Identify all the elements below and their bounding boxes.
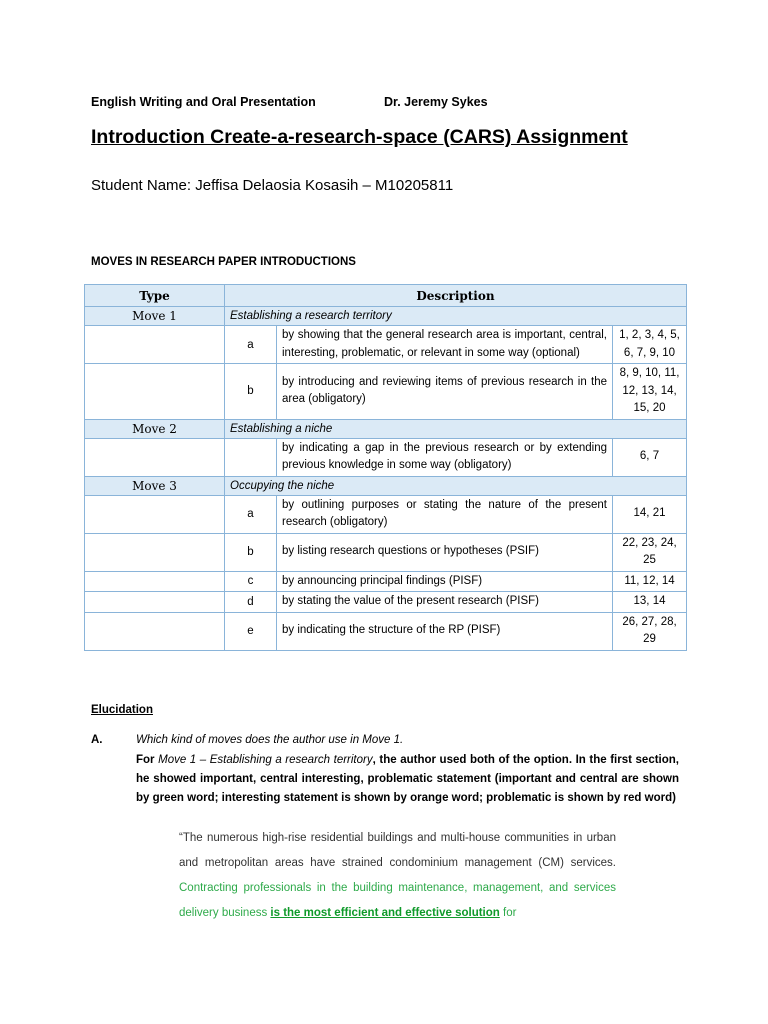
step-row	[85, 495, 687, 533]
quote-plain-text: “The numerous high-rise residential buildings and multi-house communities in urban and metropolitan areas have strained condominium management (CM) services.	[179, 832, 616, 869]
step-row	[85, 438, 687, 476]
step-references: 11, 12, 14	[613, 571, 687, 592]
student-name-line: Student Name: Jeffisa Delaosia Kosasih – M10205811	[91, 177, 454, 194]
question-label: A.	[91, 734, 103, 746]
assignment-title: Introduction Create-a-research-space (CARS) Assignment	[91, 126, 628, 148]
moves-table	[84, 284, 687, 651]
step-empty-cell	[85, 533, 225, 571]
step-references: 22, 23, 24, 25	[613, 533, 687, 571]
step-row	[85, 571, 687, 592]
step-description: by stating the value of the present research (PISF)	[277, 592, 613, 613]
move-description: Establishing a niche	[225, 419, 687, 438]
move-type: Move 1	[85, 307, 225, 326]
type-column-header: Type	[85, 285, 225, 307]
step-description: by indicating a gap in the previous research or by extending previous knowledge in some way (obligatory)	[277, 438, 613, 476]
step-empty-cell	[85, 592, 225, 613]
step-letter: a	[225, 495, 277, 533]
step-empty-cell	[85, 364, 225, 420]
answer-body: , the author used both of the option. In the first section, he showed important, central interesting, problematic statement (important and central are shown by green word; interesting statement is shown by orange word; problematic is shown by red word)	[136, 754, 679, 804]
moves-table-body	[85, 307, 687, 651]
table-header-row	[85, 285, 687, 307]
answer-for: For	[136, 754, 159, 766]
step-row	[85, 592, 687, 613]
quote-highlighted-phrase: is the most efficient and effective solution	[270, 907, 500, 919]
step-row	[85, 612, 687, 650]
answer-paragraph	[136, 751, 679, 808]
step-letter: d	[225, 592, 277, 613]
move-description: Occupying the niche	[225, 476, 687, 495]
step-references: 1, 2, 3, 4, 5, 6, 7, 9, 10	[613, 326, 687, 364]
quote-green-tail: for	[499, 907, 517, 919]
step-empty-cell	[85, 495, 225, 533]
move-type: Move 2	[85, 419, 225, 438]
step-description: by announcing principal findings (PISF)	[277, 571, 613, 592]
move-type: Move 3	[85, 476, 225, 495]
step-empty-cell	[85, 612, 225, 650]
step-empty-cell	[85, 326, 225, 364]
move-row	[85, 307, 687, 326]
step-references: 6, 7	[613, 438, 687, 476]
step-description: by showing that the general research area is important, central, interesting, problematic, or relevant in some way (optional)	[277, 326, 613, 364]
step-description: by listing research questions or hypotheses (PSIF)	[277, 533, 613, 571]
step-letter: b	[225, 533, 277, 571]
step-letter: b	[225, 364, 277, 420]
step-row	[85, 364, 687, 420]
move-row	[85, 419, 687, 438]
step-letter: e	[225, 612, 277, 650]
step-description: by outlining purposes or stating the nature of the present research (obligatory)	[277, 495, 613, 533]
question-text: Which kind of moves does the author use in Move 1.	[136, 734, 404, 746]
step-letter	[225, 438, 277, 476]
step-references: 8, 9, 10, 11, 12, 13, 14, 15, 20	[613, 364, 687, 420]
step-empty-cell	[85, 571, 225, 592]
move-row	[85, 476, 687, 495]
step-description: by indicating the structure of the RP (PISF)	[277, 612, 613, 650]
answer-move-reference: Move 1 – Establishing a research territory	[158, 754, 373, 766]
quoted-passage	[179, 826, 616, 926]
step-empty-cell	[85, 438, 225, 476]
elucidation-heading: Elucidation	[91, 704, 153, 716]
course-name: English Writing and Oral Presentation	[91, 95, 316, 109]
move-description: Establishing a research territory	[225, 307, 687, 326]
description-column-header: Description	[225, 285, 687, 307]
step-references: 14, 21	[613, 495, 687, 533]
step-row	[85, 533, 687, 571]
quote-green-text: Contracting professionals in the building maintenance, management, and services delivery business	[179, 882, 616, 919]
step-row	[85, 326, 687, 364]
step-letter: c	[225, 571, 277, 592]
document-header	[91, 95, 488, 109]
step-letter: a	[225, 326, 277, 364]
step-references: 26, 27, 28, 29	[613, 612, 687, 650]
step-description: by introducing and reviewing items of previous research in the area (obligatory)	[277, 364, 613, 420]
step-references: 13, 14	[613, 592, 687, 613]
instructor-name: Dr. Jeremy Sykes	[384, 95, 488, 109]
moves-section-heading: MOVES IN RESEARCH PAPER INTRODUCTIONS	[91, 256, 356, 268]
